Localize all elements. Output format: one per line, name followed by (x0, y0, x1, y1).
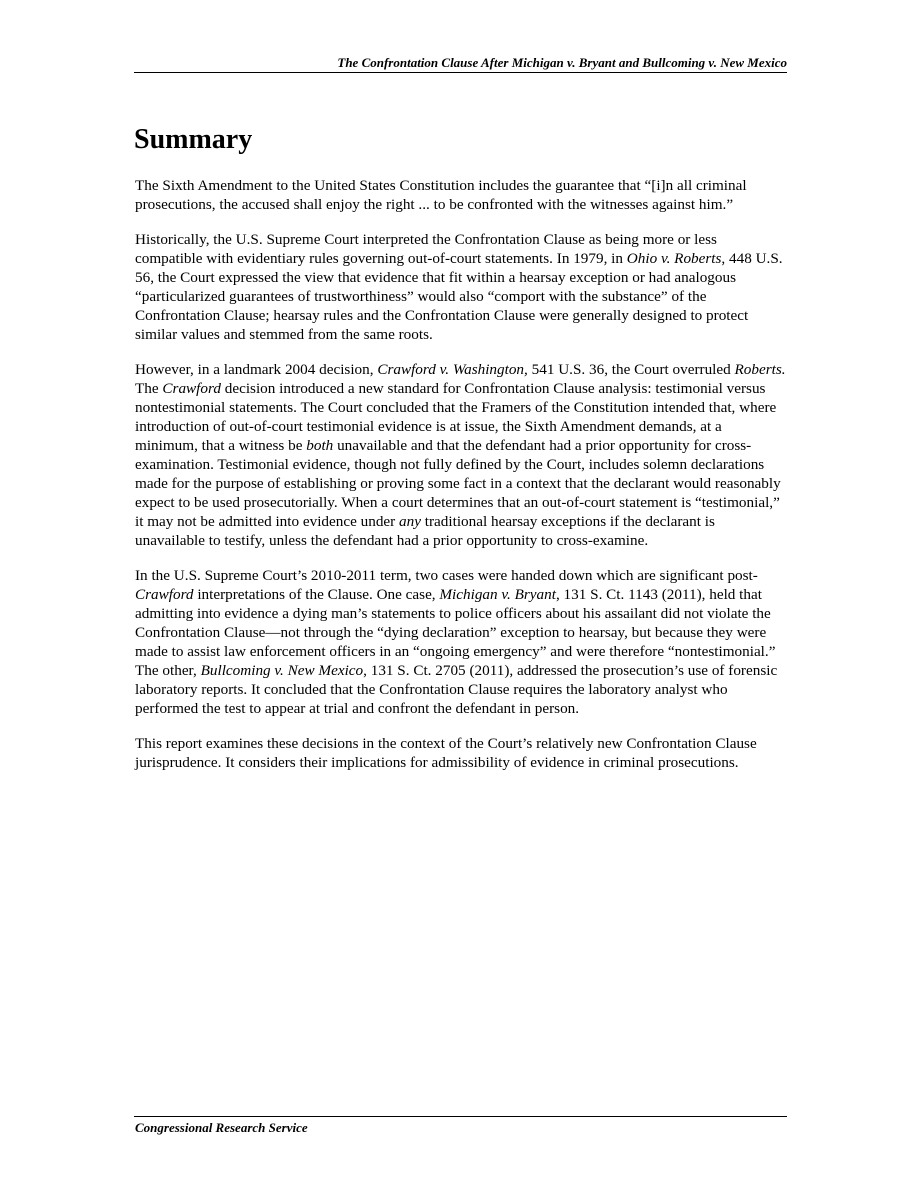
italic-citation: Michigan v. Bryant (439, 586, 556, 603)
text-run: However, in a landmark 2004 decision, (135, 361, 378, 378)
italic-citation: Roberts. (734, 361, 786, 378)
footer-divider (134, 1116, 787, 1117)
italic-citation: Crawford v. Washington, (377, 361, 528, 378)
italic-citation: any (399, 513, 421, 530)
footer-publisher: Congressional Research Service (135, 1120, 308, 1135)
text-run: The Sixth Amendment to the United States Constitution includes the guarantee that “[i]n all criminal prosecutions, the accused shall enjoy the right ... to be confronted with the witnesses against him.” (135, 177, 747, 213)
text-run: decision introduced a new standard for Confrontation Clause analysis: testimonial versus nontestimonial statements. The Court concluded that the Framers of the Constitution intended that, where introduction of out-of-court testimonial evidence is at issue, the Sixth Amendment demands, at a minimum, that a witness be (135, 380, 777, 454)
summary-paragraph-5 (135, 734, 787, 772)
text-run: Historically, the U.S. Supreme Court interpreted the Confrontation Clause as being more or less compatible with evidentiary rules governing out-of-court statements. In 1979, in (135, 231, 717, 267)
italic-citation: Bullcoming v. New Mexico (200, 662, 364, 679)
italic-citation: both (306, 437, 334, 454)
text-run: This report examines these decisions in the context of the Court’s relatively new Confrontation Clause jurisprudence. It considers their implications for admissibility of evidence in criminal prosecutions. (135, 735, 757, 771)
text-run: 541 U.S. 36, the Court overruled (527, 361, 735, 378)
text-run: , 131 S. Ct. 2705 (2011), addressed the prosecution’s use of forensic laboratory reports. It concluded that the Confrontation Clause requires the laboratory analyst who performed the test to appear at trial and confront the defendant in person. (135, 662, 778, 717)
page-title: Summary (134, 124, 253, 155)
running-header: The Confrontation Clause After Michigan v. Bryant and Bullcoming v. New Mexico (337, 55, 787, 70)
text-run: , 131 S. Ct. 1143 (2011), held that admitting into evidence a dying man’s statements to police officers about his assailant did not violate the Confrontation Clause—not through the “dying declaration” exception to hearsay, but because they were made to assist law enforcement officers in an “ongoing emergency” and were therefore “nontestimonial.” The other, (135, 586, 776, 679)
text-run: interpretations of the Clause. One case, (193, 586, 440, 603)
text-run: , 448 U.S. 56, the Court expressed the view that evidence that fit within a hearsay exception or had analogous “particularized guarantees of trustworthiness” would also “comport with the substance” of the Confrontation Clause; hearsay rules and the Confrontation Clause were generally designed to protect similar values and stemmed from the same roots. (135, 250, 783, 343)
summary-paragraph-2 (135, 230, 787, 344)
summary-paragraph-4 (135, 566, 787, 718)
header-divider (134, 72, 787, 73)
summary-paragraph-1 (135, 176, 787, 214)
italic-citation: Ohio v. Roberts (626, 250, 722, 267)
italic-citation: Crawford (162, 380, 221, 397)
summary-paragraph-3 (135, 360, 787, 550)
text-run: unavailable and that the defendant had a prior opportunity for cross-examination. Testimonial evidence, though not fully defined by the Court, includes solemn declarations made for the purpose of establishing or proving some fact in a context that the declarant would reasonably expect to be used prosecutorially. When a court determines that an out-of-court statement is “testimonial,” it may not be admitted into evidence under (135, 437, 781, 530)
italic-citation: Crawford (135, 586, 194, 603)
text-run: The (135, 380, 163, 397)
text-run: traditional hearsay exceptions if the declarant is unavailable to testify, unless the defendant had a prior opportunity to cross-examine. (135, 513, 715, 549)
summary-body (135, 176, 787, 788)
text-run: In the U.S. Supreme Court’s 2010-2011 term, two cases were handed down which are significant post- (135, 567, 758, 584)
